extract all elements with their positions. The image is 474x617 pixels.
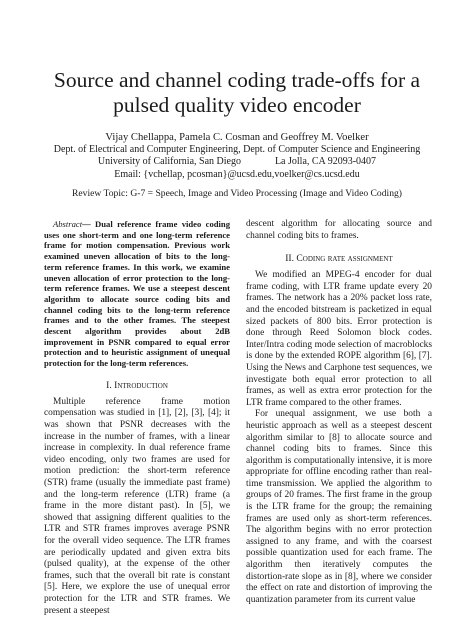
introduction-paragraph: Multiple reference frame motion compensation was studied in [1], [2], [3], [4]; it was shown that PSNR decreases with the increase in the number of frames, with a linear increase in complexity. In dual reference frame video encoding, only two frames are used for motion prediction: the short-term reference (STR) frame (usually the immediate past frame) and the long-term reference (LTR) frame (a frame in the more distant past). In [5], we showed that assigning different qualities to the LTR and STR frames improves average PSNR for the overall video sequence. The LTR frames are periodically updated and given extra bits (pulsed quality), at the expense of the other frames, such that the overall bit rate is constant [5]. Here, we explore the use of unequal error protection for the LTR and STR frames. We present a steepest [44,396,230,616]
affiliation-city: La Jolla, CA 92093-0407 [274,156,377,167]
section-number: II. [285,253,294,265]
section-title: Introduction [114,379,168,391]
author-email: Email: {vchellap, pcosman}@ucsd.edu,voelker@cs.ucsd.edu [114,168,360,180]
coding-rate-paragraph-1: We modified an MPEG-4 encoder for dual frame coding, with LTR frame update every 20 frames. The network has a 20% packet loss rate, and the encoded bitstream is packetized in equal sized packets of 800 bits. Error protection is done through Reed Solomon block codes. Inter/Intra coding mode selection of macroblocks is done by the extended ROPE algorithm [6], [7]. Using the News and Carphone test sequences, we investigate both equal error protection to all frames, as well as extra error protection for the LTR frame compared to the other frames. [246,270,432,408]
section-title: Coding rate assignment [296,253,393,265]
review-topic: Review Topic: G-7 = Speech, Image and Video Processing (Image and Video Coding) [72,188,402,199]
right-column [246,219,432,606]
affiliation-university: University of California, San Diego [97,156,241,167]
left-column [44,219,230,617]
author-list: Vijay Chellappa, Pamela C. Cosman and Geoffrey M. Voelker [105,132,369,143]
coding-rate-paragraph-2: For unequal assignment, we use both a heuristic approach as well as a steepest descent algorithm similar to [8] to allocate source and channel coding bits to frames. Since this algorithm is computationally intensive, it is more appropriate for offline encoding rather than real-time transmission. We applied the algorithm to groups of 20 frames. The first frame in the group is the LTR frame for the group; the remaining frames are used only as short-term references. The algorithm begins with no error protection assigned to any frame, and with the coarsest possible quantization used for each frame. The algorithm then iteratively computes the distortion-rate slope as in [8], where we consider the effect on rate and distortion of improving the quantization parameter from its current value [246,409,432,605]
section-heading-coding-rate [246,253,432,265]
section-heading-introduction [44,380,230,392]
abstract [44,219,230,369]
introduction-continued: descent algorithm for allocating source and channel coding bits to frames. [246,219,432,241]
affiliation-departments: Dept. of Electrical and Computer Engineering, Dept. of Computer Science and Engineering [53,143,421,155]
section-number: I. [106,379,112,391]
title-line-2: pulsed quality video encoder [113,93,361,117]
abstract-text: — Dual reference frame video coding uses one short-term and one long-term reference frame for motion compensation. Previous work examined uneven allocation of bits to the long-term reference frames. In this work, we examine uneven allocation of error protection to the long-term reference frames. We use a steepest descent algorithm to allocate source coding bits and channel coding bits to the long-term reference frames and to the other frames. The steepest descent algorithm provides about 2dB improvement in PSNR compared to equal error protection and to heuristic assignment of unequal protection for the long-term references. [44,219,230,369]
title-line-1: Source and channel coding trade-offs for a [53,68,421,92]
affiliation-location [30,156,444,169]
abstract-label: Abstract [53,219,83,229]
paper-title [40,68,434,118]
